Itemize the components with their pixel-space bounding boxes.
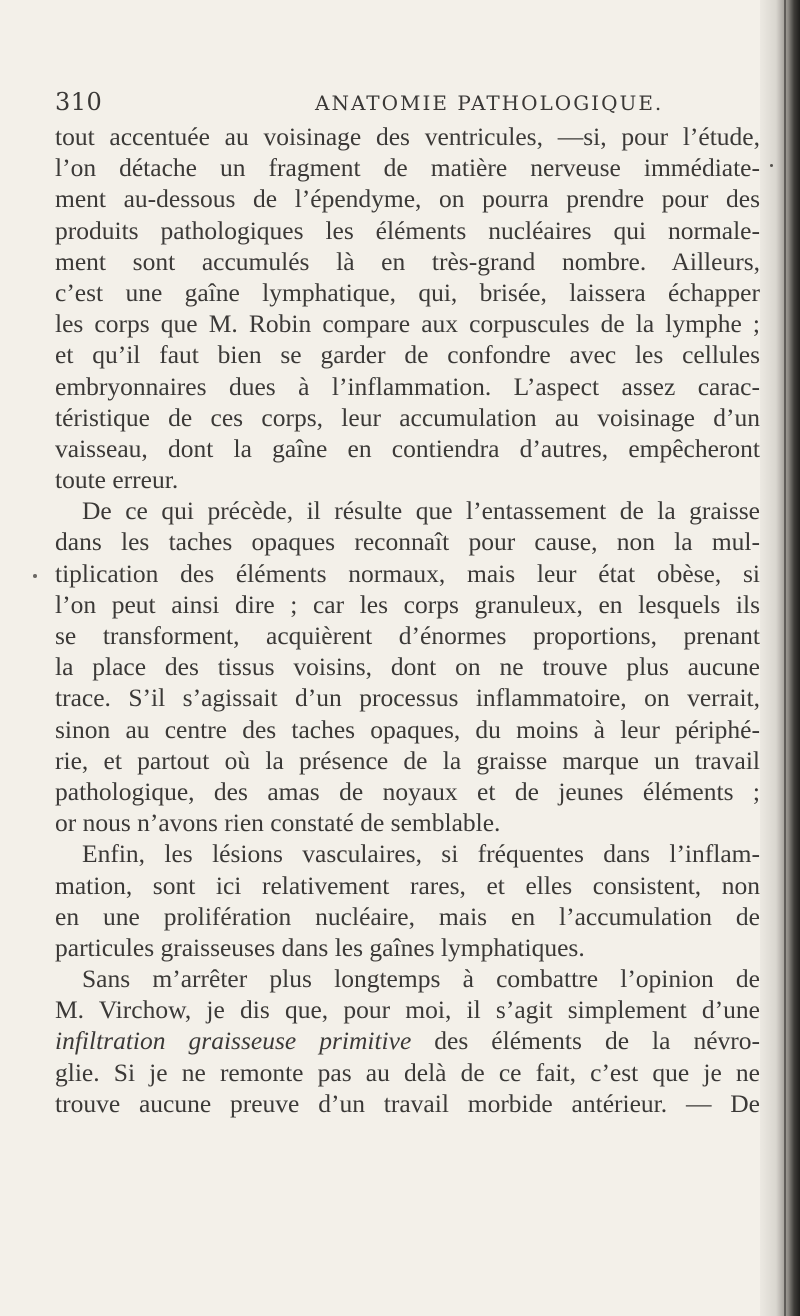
text-line: ment sont accumulés là en très-grand nombre. Ailleurs, (55, 246, 760, 276)
page-header (55, 88, 760, 122)
text-line: particules graisseuses dans les gaînes lymphatiques. (55, 932, 585, 962)
text-line: tiplication des éléments normaux, mais leur état obèse, si (55, 558, 760, 588)
text-line: sinon au centre des taches opaques, du moins à leur périphé- (55, 714, 760, 744)
text-line: or nous n’avons rien constaté de semblable. (55, 808, 501, 838)
text-line: la place des tissus voisins, dont on ne trouve plus aucune (55, 652, 760, 682)
text-line: téristique de ces corps, leur accumulation au voisinage d’un (55, 402, 760, 432)
book-spine-shadow (760, 0, 800, 1316)
text-line: mation, sont ici relativement rares, et elles consistent, non (55, 870, 760, 900)
paragraph-start-line: De ce qui précède, il résulte que l’entassement de la graisse (82, 496, 760, 526)
text-line: l’on peut ainsi dire ; car les corps granuleux, en lesquels ils (55, 589, 760, 619)
paragraph-start-line: Sans m’arrêter plus longtemps à combattre l’opinion de (82, 964, 760, 994)
text-line: les corps que M. Robin compare aux corpuscules de la lymphe ; (55, 309, 760, 339)
text-line: rie, et partout où la présence de la graisse marque un travail (55, 745, 760, 775)
text-line: trace. S’il s’agissait d’un processus inflammatoire, on verrait, (55, 683, 760, 713)
text-line: c’est une gaîne lymphatique, qui, brisée, laissera échapper (55, 277, 760, 307)
paper-speck (33, 574, 37, 578)
text-line: vaisseau, dont la gaîne en contiendra d’autres, empêcheront (55, 433, 760, 463)
text-line: glie. Si je ne remonte pas au delà de ce fait, c’est que je ne (55, 1057, 760, 1087)
body-text (55, 121, 760, 1119)
text-line: toute erreur. (55, 465, 179, 495)
italic-line-rest: des éléments de la névro- (411, 1026, 760, 1056)
text-line: en une prolifération nucléaire, mais en l’accumulation de (55, 901, 760, 931)
spine-edge (784, 0, 786, 1316)
text-line: trouve aucune preuve d’un travail morbide antérieur. — De (55, 1088, 760, 1118)
text-line: ment au-dessous de l’épendyme, on pourra prendre pour des (55, 184, 760, 214)
text-line: se transforment, acquièrent d’énormes proportions, prenant (55, 621, 760, 650)
paragraph-start-line: Enfin, les lésions vasculaires, si fréquentes dans l’inflam- (82, 839, 760, 869)
italic-phrase: infiltration graisseuse primitive (55, 1026, 412, 1056)
text-line: l’on détache un fragment de matière nerveuse immédiate- (55, 153, 760, 183)
text-line: embryonnaires dues à l’inflammation. L’aspect assez carac- (55, 371, 760, 401)
paper-speck (770, 164, 773, 167)
text-line-italic (55, 1025, 760, 1056)
text-line: tout accentuée au voisinage des ventricules, —si, pour l’étude, (55, 122, 760, 151)
text-line: dans les taches opaques reconnaît pour cause, non la mul- (55, 527, 760, 557)
text-line: produits pathologiques les éléments nucléaires qui normale- (55, 215, 760, 245)
text-line: M. Virchow, je dis que, pour moi, il s’agit simplement d’une (55, 995, 760, 1025)
text-line: et qu’il faut bien se garder de confondre avec les cellules (55, 340, 760, 370)
page-number: 310 (55, 88, 103, 116)
text-line: pathologique, des amas de noyaux et de jeunes éléments ; (55, 776, 760, 806)
running-head: ANATOMIE PATHOLOGIQUE. (315, 91, 664, 115)
